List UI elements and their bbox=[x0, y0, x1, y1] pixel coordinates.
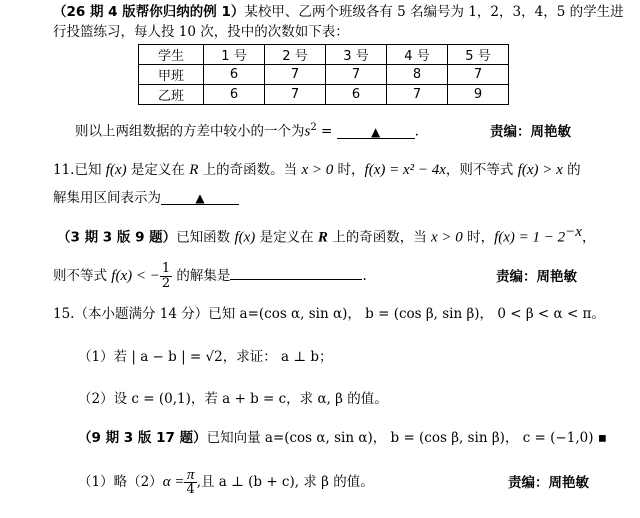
q11-line1 bbox=[53, 160, 581, 180]
blank-period: . bbox=[414, 123, 419, 140]
table-header-row bbox=[139, 45, 509, 65]
p26-line1 bbox=[53, 2, 624, 22]
p9-text: （1）略（2） bbox=[78, 474, 163, 490]
table-cell: 7 bbox=[387, 85, 448, 105]
p3-text: 上的奇函数，当 bbox=[327, 229, 432, 246]
table-header-cell: 3 号 bbox=[326, 45, 387, 65]
variance-exponent: 2 bbox=[310, 122, 317, 133]
fraction-numerator: 1 bbox=[161, 261, 171, 276]
fraction-denominator: 4 bbox=[186, 482, 195, 497]
q11-condition: x > 0 bbox=[301, 162, 334, 178]
blank-triangle-icon: ▲ bbox=[371, 124, 381, 139]
p3-line1 bbox=[57, 222, 595, 248]
table-cell: 6 bbox=[326, 85, 387, 105]
table-cell: 8 bbox=[387, 65, 448, 85]
p26-line2 bbox=[53, 22, 349, 42]
p3-R: R bbox=[317, 229, 328, 246]
answer-blank bbox=[161, 188, 239, 205]
q15-line1 bbox=[53, 304, 605, 324]
p3-text: 已知函数 bbox=[176, 229, 235, 246]
table-cell: 7 bbox=[265, 65, 326, 85]
p3-text: 的解集是 bbox=[172, 268, 231, 284]
p3-text: 是定义在 bbox=[255, 229, 318, 246]
variance-symbol: s bbox=[304, 123, 311, 140]
q15-part1 bbox=[78, 347, 333, 367]
q11-text: 11.已知 bbox=[53, 162, 106, 178]
p9-end-mark: ▪ bbox=[593, 430, 607, 446]
p9-fraction bbox=[184, 468, 196, 497]
p9-line1 bbox=[78, 428, 607, 448]
q11-text: 时， bbox=[333, 162, 365, 178]
table-row bbox=[139, 65, 509, 85]
p3-fx: f(x) bbox=[234, 229, 256, 246]
answer-blank bbox=[337, 122, 415, 139]
q11-text: ，则不等式 bbox=[445, 162, 518, 178]
table-header-cell: 4 号 bbox=[387, 45, 448, 65]
scores-table bbox=[138, 44, 509, 105]
q11-text-line2: 解集用区间表示为 bbox=[53, 190, 161, 206]
fraction-denominator: 2 bbox=[161, 276, 171, 291]
q11-R: R bbox=[189, 162, 199, 178]
p9-alpha: α = bbox=[162, 474, 185, 490]
fraction-numerator: π bbox=[184, 468, 196, 483]
q11-fx: f(x) bbox=[105, 162, 127, 178]
table-cell: 6 bbox=[204, 65, 265, 85]
p26-text-line1: 某校甲、乙两个班级各有 5 名编号为 1，2，3，4，5 的学生进 bbox=[244, 4, 624, 20]
p3-expression: f(x) = 1 − 2 bbox=[494, 229, 566, 246]
q11-line2 bbox=[53, 188, 239, 208]
p3-text: 时， bbox=[462, 229, 495, 246]
q11-text: 的 bbox=[562, 162, 581, 178]
q15-part1-text: （1）若 | a − b | = √2，求证： a ⊥ b； bbox=[78, 349, 333, 365]
p9-source-label: （9 期 3 版 17 题） bbox=[78, 430, 207, 446]
q15-part2-text: （2）设 c = (0,1)，若 a + b = c，求 α, β 的值。 bbox=[78, 391, 388, 407]
table-header-cell: 2 号 bbox=[265, 45, 326, 65]
blank-triangle-icon: ▲ bbox=[195, 191, 205, 205]
table-cell: 6 bbox=[204, 85, 265, 105]
editor-credit: 责编：周艳敏 bbox=[490, 124, 571, 140]
p3-fraction bbox=[160, 262, 172, 291]
table-header-cell: 5 号 bbox=[448, 45, 509, 65]
p26-text-line2: 行投篮练习，每人投 10 次，投中的次数如下表： bbox=[53, 24, 349, 40]
p26-question-line bbox=[75, 118, 419, 142]
p3-period: . bbox=[362, 268, 367, 284]
editor-credit: 责编：周艳敏 bbox=[496, 269, 577, 285]
q11-text: 上的奇函数。当 bbox=[198, 162, 302, 178]
answer-blank bbox=[230, 263, 362, 280]
p3-source-label: （3 期 3 版 9 题） bbox=[57, 229, 177, 246]
q11-text: 是定义在 bbox=[126, 162, 190, 178]
p3-exponent: −x bbox=[565, 224, 582, 240]
p9-line2 bbox=[78, 468, 374, 497]
p26-source-label: （26 期 4 版帮你归纳的例 1） bbox=[53, 4, 245, 20]
table-cell: 甲班 bbox=[139, 65, 204, 85]
p26-question-text: 则以上两组数据的方差中较小的一个为 bbox=[75, 123, 305, 140]
q15-statement: 15.（本小题满分 14 分）已知 a=(cos α, sin α)， b = (cos β, sin β)， 0 < β < α < π。 bbox=[53, 306, 605, 322]
q15-part2 bbox=[78, 389, 388, 409]
equals-sign: = bbox=[316, 123, 333, 140]
table-header-cell: 学生 bbox=[139, 45, 204, 65]
p9-text: ,且 a ⊥ (b + c), 求 β 的值。 bbox=[196, 474, 374, 490]
p3-condition: x > 0 bbox=[431, 229, 463, 246]
editor-credit: 责编：周艳敏 bbox=[508, 475, 589, 491]
q11-expression: f(x) = x² − 4x bbox=[364, 162, 446, 178]
table-cell: 乙班 bbox=[139, 85, 204, 105]
p3-line2 bbox=[53, 262, 367, 291]
table-cell: 7 bbox=[265, 85, 326, 105]
p9-text: 已知向量 a=(cos α, sin α)， b = (cos β, sin β)， c = (−1,0) bbox=[206, 430, 594, 446]
table-cell: 7 bbox=[326, 65, 387, 85]
table-cell: 7 bbox=[448, 65, 509, 85]
p3-inequality: f(x) < − bbox=[111, 268, 160, 284]
p3-text: ， bbox=[581, 229, 596, 246]
table-header-cell: 1 号 bbox=[204, 45, 265, 65]
p3-text: 则不等式 bbox=[53, 268, 112, 284]
table-row bbox=[139, 85, 509, 105]
table-cell: 9 bbox=[448, 85, 509, 105]
q11-inequality: f(x) > x bbox=[517, 162, 563, 178]
